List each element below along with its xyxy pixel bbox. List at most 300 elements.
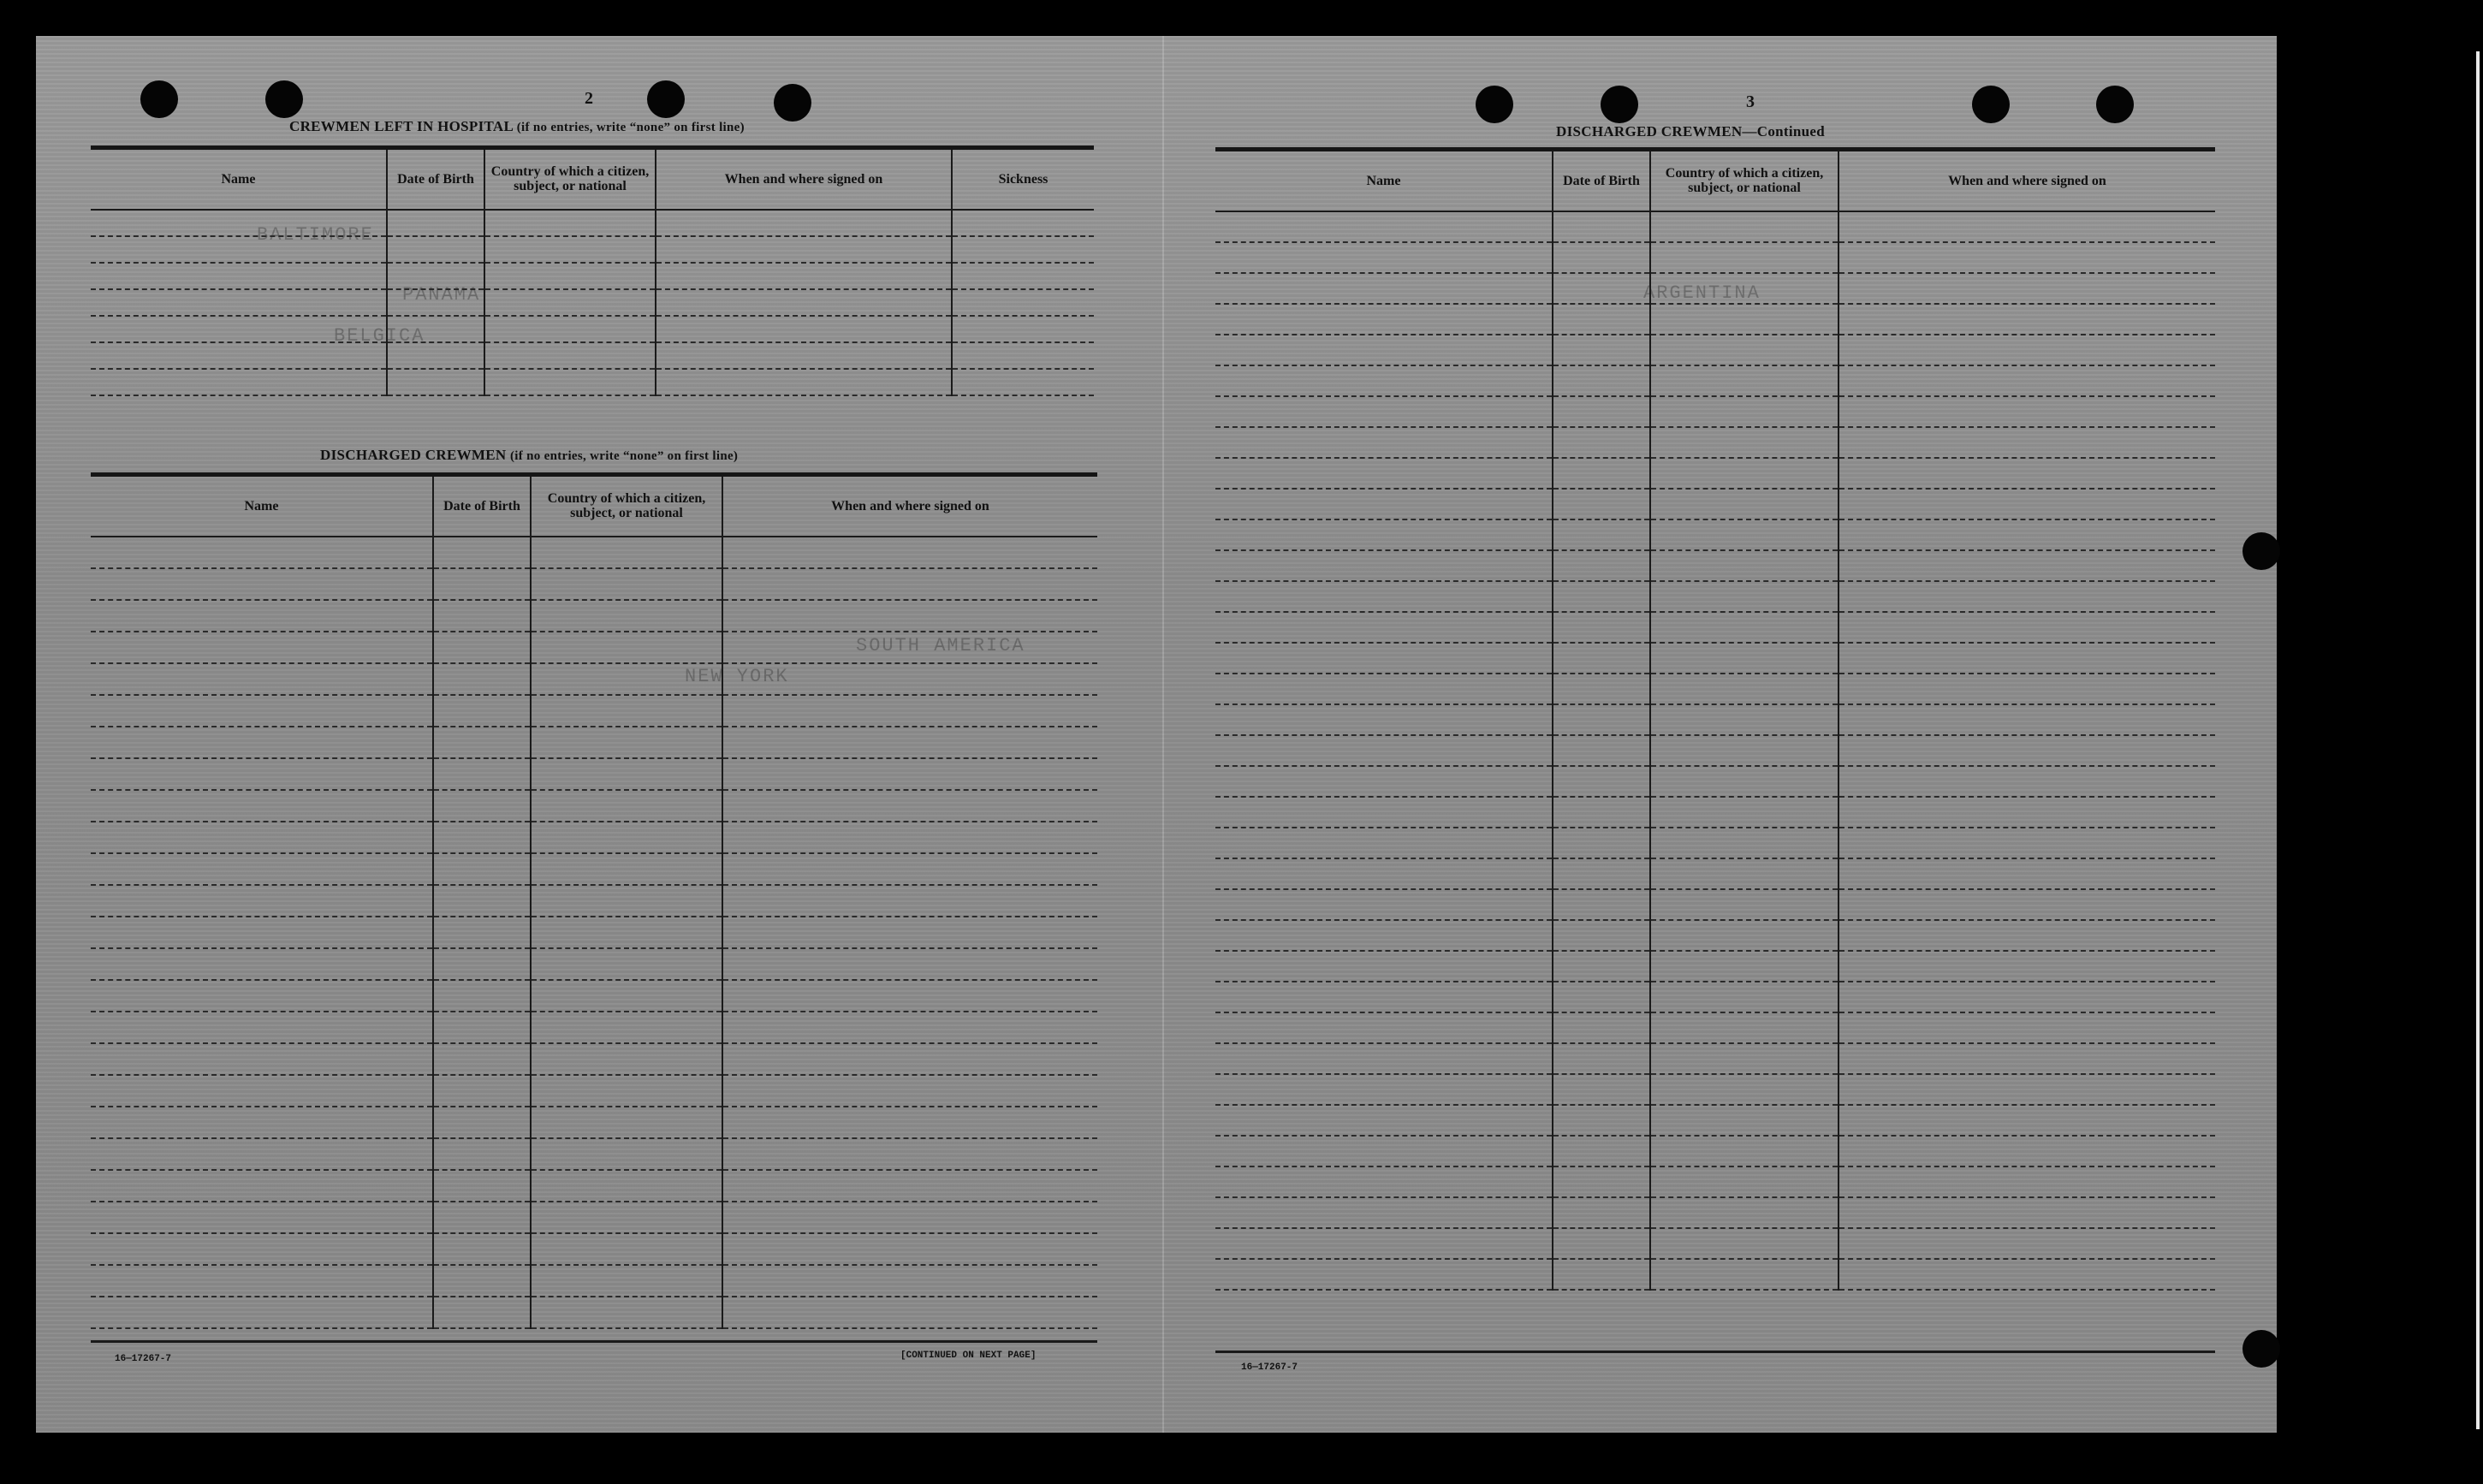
- table-row: [91, 980, 1097, 1012]
- table-row: [91, 822, 1097, 853]
- table-row: [1215, 858, 2215, 889]
- blank-cell: [387, 210, 484, 236]
- table-row: [91, 1138, 1097, 1170]
- punch-hole: [265, 80, 303, 118]
- blank-cell: [531, 1170, 722, 1202]
- blank-cell: [91, 1107, 433, 1138]
- blank-cell: [1650, 704, 1838, 735]
- blank-cell: [91, 853, 433, 885]
- blank-cell: [1650, 1105, 1838, 1136]
- blank-cell: [722, 568, 1097, 600]
- blank-cell: [1553, 951, 1650, 982]
- blank-cell: [1553, 335, 1650, 365]
- column-header: Name: [91, 475, 433, 537]
- blank-cell: [531, 948, 722, 980]
- blank-cell: [91, 1138, 433, 1170]
- blank-cell: [1553, 612, 1650, 643]
- blank-cell: [1838, 1105, 2215, 1136]
- blank-cell: [656, 263, 952, 289]
- table-row: [1215, 335, 2215, 365]
- blank-cell: [952, 369, 1094, 395]
- blank-cell: [1215, 427, 1553, 458]
- table-row: [91, 210, 1094, 236]
- bleed-through-text: ARGENTINA: [1643, 282, 1761, 304]
- blank-cell: [433, 790, 531, 822]
- blank-cell: [1838, 1074, 2215, 1105]
- table-row: [91, 1075, 1097, 1107]
- discharged-table: [91, 472, 1097, 1329]
- punch-hole: [647, 80, 685, 118]
- blank-cell: [1650, 1166, 1838, 1197]
- blank-cell: [1215, 735, 1553, 766]
- blank-cell: [531, 853, 722, 885]
- blank-cell: [1650, 1012, 1838, 1043]
- blank-cell: [1838, 766, 2215, 797]
- blank-cell: [1838, 797, 2215, 828]
- blank-cell: [1838, 489, 2215, 519]
- continued-rows: [1215, 211, 2215, 1290]
- blank-cell: [722, 695, 1097, 727]
- table-row: [1215, 1166, 2215, 1197]
- blank-cell: [531, 1107, 722, 1138]
- blank-cell: [1215, 1228, 1553, 1259]
- discharged-title-note: (if no entries, write “none” on first line): [510, 449, 739, 463]
- blank-cell: [722, 727, 1097, 758]
- table-row: [91, 1012, 1097, 1043]
- blank-cell: [1838, 982, 2215, 1012]
- hospital-title-note: (if no entries, write “none” on first line): [516, 121, 745, 134]
- table-row: [1215, 458, 2215, 489]
- blank-cell: [1838, 643, 2215, 674]
- blank-cell: [722, 1075, 1097, 1107]
- blank-cell: [1215, 704, 1553, 735]
- blank-cell: [531, 1265, 722, 1297]
- blank-cell: [1215, 766, 1553, 797]
- blank-cell: [1215, 858, 1553, 889]
- punch-hole: [2096, 86, 2134, 123]
- blank-cell: [1553, 550, 1650, 581]
- table-row: [91, 1233, 1097, 1265]
- blank-cell: [1553, 242, 1650, 273]
- bleed-through-text: BELGICA: [334, 325, 425, 347]
- column-header: When and where signed on: [1838, 150, 2215, 211]
- blank-cell: [1553, 1197, 1650, 1228]
- punch-hole: [774, 84, 811, 122]
- blank-cell: [531, 1012, 722, 1043]
- table-row: [1215, 920, 2215, 951]
- blank-cell: [433, 663, 531, 695]
- punch-hole: [1972, 86, 2010, 123]
- blank-cell: [722, 1170, 1097, 1202]
- blank-cell: [1838, 951, 2215, 982]
- blank-cell: [1215, 982, 1553, 1012]
- blank-cell: [1553, 797, 1650, 828]
- blank-cell: [1215, 458, 1553, 489]
- blank-cell: [433, 948, 531, 980]
- blank-cell: [1838, 704, 2215, 735]
- table-row: [1215, 1197, 2215, 1228]
- blank-cell: [1553, 1228, 1650, 1259]
- blank-cell: [531, 537, 722, 568]
- blank-cell: [387, 342, 484, 369]
- blank-cell: [1650, 335, 1838, 365]
- blank-cell: [1838, 365, 2215, 396]
- blank-cell: [722, 758, 1097, 790]
- blank-cell: [1838, 735, 2215, 766]
- blank-cell: [722, 822, 1097, 853]
- blank-cell: [433, 568, 531, 600]
- blank-cell: [1553, 766, 1650, 797]
- blank-cell: [1650, 797, 1838, 828]
- blank-cell: [433, 1265, 531, 1297]
- blank-cell: [1650, 1197, 1838, 1228]
- blank-cell: [1838, 458, 2215, 489]
- table-row: [91, 600, 1097, 632]
- blank-cell: [656, 210, 952, 236]
- blank-cell: [1553, 304, 1650, 335]
- table-row: [91, 727, 1097, 758]
- blank-cell: [722, 537, 1097, 568]
- blank-cell: [91, 727, 433, 758]
- blank-cell: [1553, 643, 1650, 674]
- column-header: Country of which a citizen, subject, or national: [484, 148, 656, 210]
- blank-cell: [91, 948, 433, 980]
- table-row: [1215, 735, 2215, 766]
- blank-cell: [531, 822, 722, 853]
- blank-cell: [1838, 1259, 2215, 1290]
- blank-cell: [656, 236, 952, 263]
- blank-cell: [1553, 735, 1650, 766]
- blank-cell: [1553, 427, 1650, 458]
- blank-cell: [722, 632, 1097, 663]
- discharged-continued-title: DISCHARGED CREWMEN—Continued: [1556, 123, 1825, 139]
- bleed-through-text: NEW YORK: [685, 666, 789, 687]
- table-row: [1215, 674, 2215, 704]
- blank-cell: [1838, 242, 2215, 273]
- blank-cell: [1838, 427, 2215, 458]
- blank-cell: [1650, 1136, 1838, 1166]
- blank-cell: [1650, 982, 1838, 1012]
- hospital-section-title: [289, 118, 745, 135]
- blank-cell: [91, 236, 387, 263]
- blank-cell: [531, 980, 722, 1012]
- blank-cell: [952, 342, 1094, 369]
- blank-cell: [91, 1170, 433, 1202]
- punch-hole: [2242, 1330, 2280, 1368]
- column-header: Name: [91, 148, 387, 210]
- blank-cell: [91, 1012, 433, 1043]
- blank-cell: [1650, 735, 1838, 766]
- blank-cell: [1838, 1012, 2215, 1043]
- blank-cell: [531, 758, 722, 790]
- blank-cell: [1650, 951, 1838, 982]
- blank-cell: [484, 342, 656, 369]
- blank-cell: [91, 1043, 433, 1075]
- table-row: [1215, 951, 2215, 982]
- blank-cell: [1650, 1259, 1838, 1290]
- table-row: [91, 289, 1094, 316]
- blank-cell: [1215, 643, 1553, 674]
- table-row: [91, 568, 1097, 600]
- blank-cell: [722, 948, 1097, 980]
- blank-cell: [433, 1170, 531, 1202]
- table-row: [91, 758, 1097, 790]
- blank-cell: [1553, 1136, 1650, 1166]
- blank-cell: [1215, 797, 1553, 828]
- blank-cell: [387, 289, 484, 316]
- column-header: Country of which a citizen, subject, or national: [531, 475, 722, 537]
- blank-cell: [484, 369, 656, 395]
- table-row: [1215, 982, 2215, 1012]
- blank-cell: [722, 1107, 1097, 1138]
- bottom-rule: [91, 1340, 1097, 1343]
- table-row: [1215, 273, 2215, 304]
- scan-edge-strip: [2476, 51, 2480, 1429]
- blank-cell: [91, 568, 433, 600]
- blank-cell: [1553, 920, 1650, 951]
- blank-cell: [1838, 581, 2215, 612]
- column-header: When and where signed on: [656, 148, 952, 210]
- blank-cell: [531, 885, 722, 917]
- blank-cell: [722, 1043, 1097, 1075]
- table-row: [91, 790, 1097, 822]
- form-number-left: 16—17267-7: [115, 1354, 172, 1364]
- table-row: [91, 1202, 1097, 1233]
- blank-cell: [1215, 550, 1553, 581]
- blank-cell: [656, 289, 952, 316]
- blank-cell: [656, 342, 952, 369]
- column-header: Date of Birth: [1553, 150, 1650, 211]
- blank-cell: [722, 885, 1097, 917]
- blank-cell: [1215, 1043, 1553, 1074]
- hospital-header-row: [91, 148, 1094, 210]
- blank-cell: [722, 853, 1097, 885]
- blank-cell: [1650, 1228, 1838, 1259]
- table-row: [1215, 1259, 2215, 1290]
- table-row: [91, 369, 1094, 395]
- blank-cell: [1215, 242, 1553, 273]
- table-row: [91, 263, 1094, 289]
- blank-cell: [484, 210, 656, 236]
- blank-cell: [433, 822, 531, 853]
- blank-cell: [1650, 427, 1838, 458]
- blank-cell: [484, 316, 656, 342]
- blank-cell: [1215, 365, 1553, 396]
- blank-cell: [1215, 489, 1553, 519]
- blank-cell: [1553, 889, 1650, 920]
- table-row: [1215, 396, 2215, 427]
- blank-cell: [91, 289, 387, 316]
- blank-cell: [1553, 581, 1650, 612]
- blank-cell: [1553, 1166, 1650, 1197]
- table-row: [1215, 797, 2215, 828]
- blank-cell: [387, 236, 484, 263]
- table-row: [1215, 612, 2215, 643]
- blank-cell: [531, 695, 722, 727]
- blank-cell: [433, 1107, 531, 1138]
- table-row: [1215, 304, 2215, 335]
- table-row: [91, 1043, 1097, 1075]
- discharged-rows: [91, 537, 1097, 1328]
- blank-cell: [1838, 920, 2215, 951]
- blank-cell: [531, 632, 722, 663]
- blank-cell: [1838, 889, 2215, 920]
- continued-header-row: [1215, 150, 2215, 211]
- blank-cell: [91, 537, 433, 568]
- table-row: [1215, 889, 2215, 920]
- punch-hole: [1476, 86, 1513, 123]
- blank-cell: [1553, 982, 1650, 1012]
- table-row: [1215, 365, 2215, 396]
- blank-cell: [1215, 1197, 1553, 1228]
- blank-cell: [91, 600, 433, 632]
- table-row: [91, 1297, 1097, 1328]
- blank-cell: [1553, 365, 1650, 396]
- blank-cell: [1215, 828, 1553, 858]
- blank-cell: [387, 263, 484, 289]
- blank-cell: [1215, 396, 1553, 427]
- blank-cell: [952, 263, 1094, 289]
- blank-cell: [433, 1012, 531, 1043]
- column-header: Date of Birth: [387, 148, 484, 210]
- column-header: Country of which a citizen, subject, or national: [1650, 150, 1838, 211]
- blank-cell: [1215, 612, 1553, 643]
- blank-cell: [952, 316, 1094, 342]
- blank-cell: [433, 695, 531, 727]
- bottom-rule: [1215, 1350, 2215, 1353]
- blank-cell: [91, 917, 433, 948]
- blank-cell: [1553, 211, 1650, 242]
- table-row: [1215, 211, 2215, 242]
- blank-cell: [91, 210, 387, 236]
- page-number-left: 2: [585, 89, 593, 108]
- blank-cell: [722, 980, 1097, 1012]
- blank-cell: [1650, 365, 1838, 396]
- blank-cell: [1838, 1136, 2215, 1166]
- table-row: [1215, 766, 2215, 797]
- blank-cell: [1650, 396, 1838, 427]
- table-row: [91, 1265, 1097, 1297]
- blank-cell: [1650, 828, 1838, 858]
- blank-cell: [433, 600, 531, 632]
- blank-cell: [1650, 766, 1838, 797]
- blank-cell: [433, 1202, 531, 1233]
- blank-cell: [433, 885, 531, 917]
- blank-cell: [91, 790, 433, 822]
- table-row: [1215, 427, 2215, 458]
- blank-cell: [1650, 550, 1838, 581]
- blank-cell: [1838, 335, 2215, 365]
- blank-cell: [1553, 704, 1650, 735]
- blank-cell: [1650, 920, 1838, 951]
- table-row: [1215, 242, 2215, 273]
- table-row: [91, 316, 1094, 342]
- blank-cell: [531, 1297, 722, 1328]
- blank-cell: [433, 1233, 531, 1265]
- page-number-right: 3: [1746, 92, 1755, 111]
- blank-cell: [1553, 396, 1650, 427]
- blank-cell: [1838, 396, 2215, 427]
- blank-cell: [91, 1233, 433, 1265]
- blank-cell: [433, 1075, 531, 1107]
- table-row: [91, 917, 1097, 948]
- column-header: Sickness: [952, 148, 1094, 210]
- blank-cell: [433, 980, 531, 1012]
- blank-cell: [1650, 242, 1838, 273]
- blank-cell: [433, 632, 531, 663]
- blank-cell: [1215, 519, 1553, 550]
- blank-cell: [531, 1233, 722, 1265]
- blank-cell: [433, 537, 531, 568]
- hospital-rows: [91, 210, 1094, 395]
- table-row: [1215, 581, 2215, 612]
- table-row: [91, 632, 1097, 663]
- blank-cell: [1838, 674, 2215, 704]
- blank-cell: [656, 316, 952, 342]
- blank-cell: [433, 853, 531, 885]
- table-row: [1215, 1074, 2215, 1105]
- hospital-table: [91, 145, 1094, 396]
- blank-cell: [1650, 273, 1838, 304]
- blank-cell: [1553, 1074, 1650, 1105]
- blank-cell: [91, 980, 433, 1012]
- blank-cell: [1215, 1074, 1553, 1105]
- blank-cell: [91, 369, 387, 395]
- blank-cell: [1838, 304, 2215, 335]
- blank-cell: [1838, 612, 2215, 643]
- page-fold: [1162, 36, 1164, 1433]
- blank-cell: [91, 263, 387, 289]
- discharged-section-title: [320, 447, 738, 464]
- blank-cell: [722, 790, 1097, 822]
- column-header: Date of Birth: [433, 475, 531, 537]
- blank-cell: [1838, 1043, 2215, 1074]
- blank-cell: [1553, 1043, 1650, 1074]
- blank-cell: [91, 663, 433, 695]
- table-row: [91, 663, 1097, 695]
- table-row: [1215, 1012, 2215, 1043]
- blank-cell: [91, 822, 433, 853]
- table-row: [91, 342, 1094, 369]
- blank-cell: [1553, 1105, 1650, 1136]
- blank-cell: [722, 663, 1097, 695]
- punch-hole: [1601, 86, 1638, 123]
- blank-cell: [1215, 1012, 1553, 1043]
- blank-cell: [722, 1012, 1097, 1043]
- blank-cell: [91, 695, 433, 727]
- blank-cell: [952, 210, 1094, 236]
- table-row: [91, 695, 1097, 727]
- table-row: [91, 885, 1097, 917]
- blank-cell: [484, 263, 656, 289]
- blank-cell: [91, 885, 433, 917]
- bleed-through-text: SOUTH AMERICA: [856, 635, 1025, 656]
- punch-hole: [2242, 532, 2280, 570]
- blank-cell: [531, 600, 722, 632]
- blank-cell: [656, 369, 952, 395]
- blank-cell: [1215, 304, 1553, 335]
- blank-cell: [531, 727, 722, 758]
- blank-cell: [433, 1138, 531, 1170]
- blank-cell: [1553, 1012, 1650, 1043]
- table-row: [1215, 550, 2215, 581]
- blank-cell: [1650, 304, 1838, 335]
- blank-cell: [1553, 458, 1650, 489]
- table-row: [91, 1170, 1097, 1202]
- blank-cell: [531, 1043, 722, 1075]
- table-row: [1215, 1043, 2215, 1074]
- blank-cell: [531, 1138, 722, 1170]
